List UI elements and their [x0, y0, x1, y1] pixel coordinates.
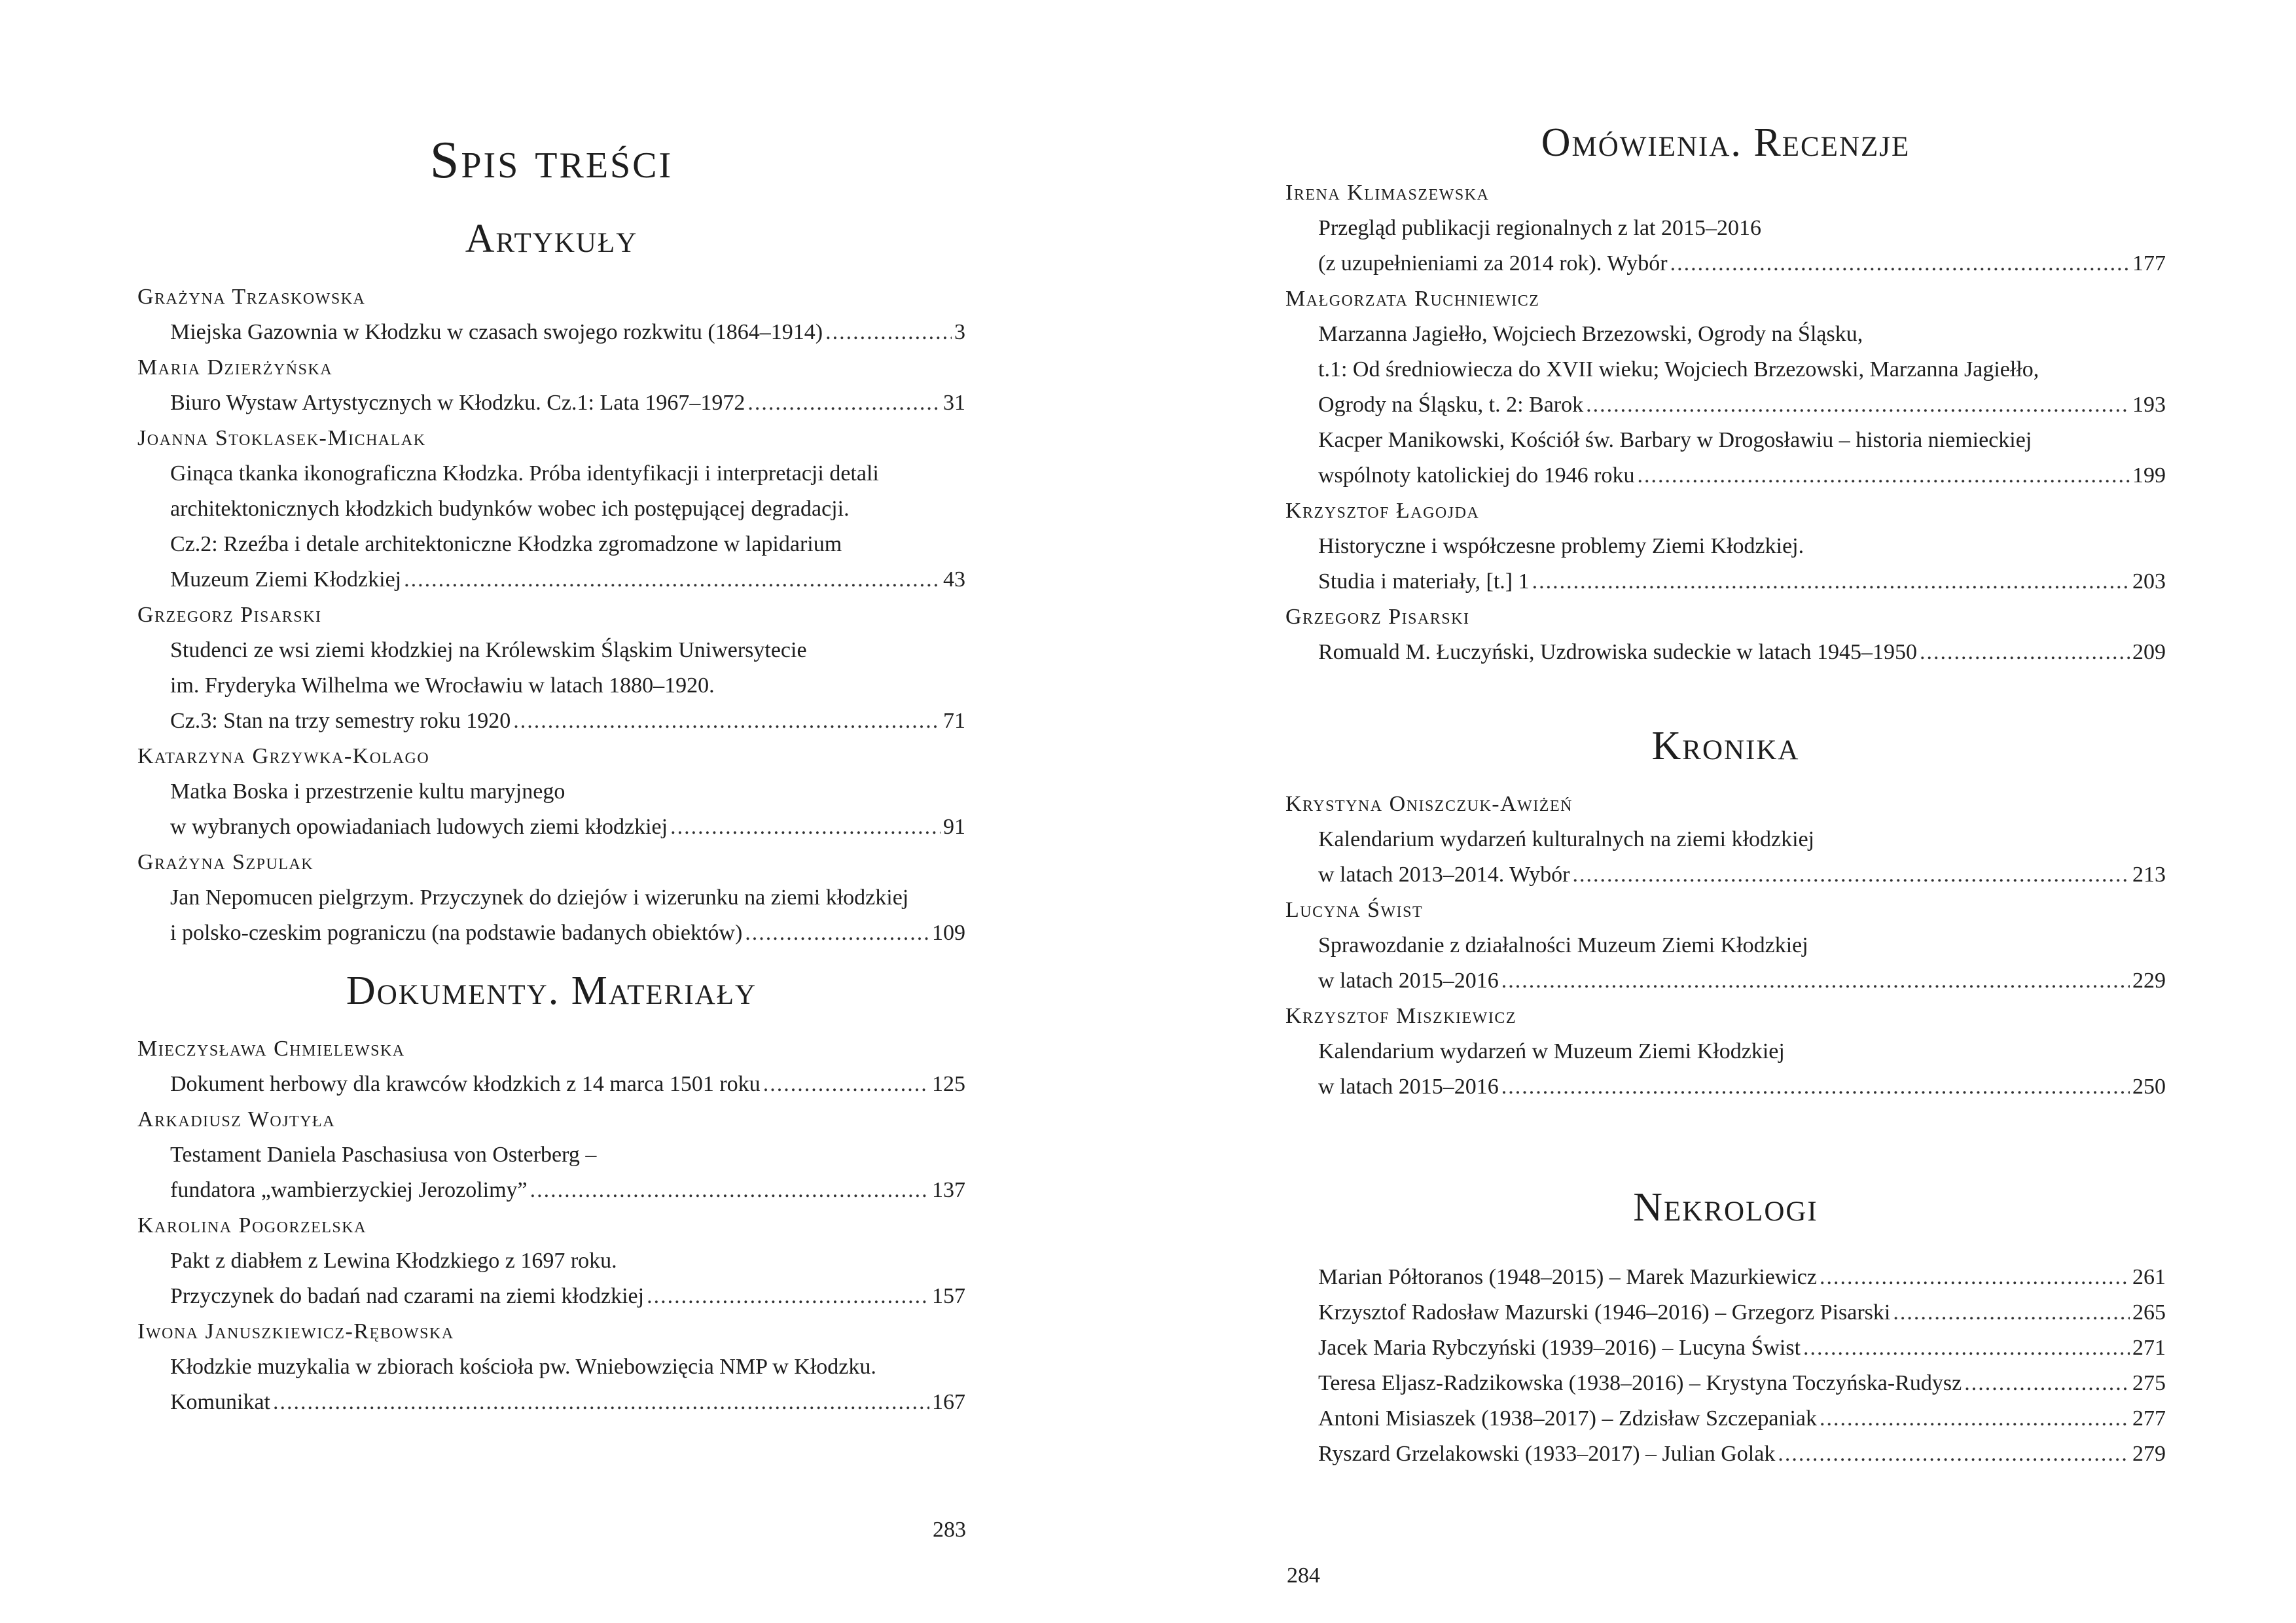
entry-author: Mieczysława Chmielewska — [137, 1037, 405, 1061]
entry-title-line-with-page — [1285, 387, 2166, 423]
entry-title-line-with-page — [137, 385, 965, 421]
entry-title-line: Marzanna Jagiełło, Wojciech Brzezowski, Ogrody na Śląsku, — [1318, 322, 1863, 346]
dot-leader — [647, 1279, 929, 1314]
entry-page-number: 43 — [943, 567, 965, 592]
entry-page-number: 275 — [2132, 1371, 2166, 1395]
entry-page-number: 91 — [943, 815, 965, 839]
entry-title-line: architektonicznych kłodzkich budynków wobec ich postępującej degradacji. — [170, 497, 850, 521]
page-title: Spis treści — [429, 132, 673, 189]
dot-leader — [1638, 458, 2130, 493]
entry-title-line-with-page — [137, 1279, 965, 1314]
toc-entry — [1285, 175, 2166, 281]
entry-title-text: Muzeum Ziemi Kłodzkiej — [170, 567, 402, 592]
entry-author: Joanna Stoklasek-Michalak — [137, 426, 426, 450]
toc-entry — [1285, 1366, 2166, 1401]
entry-title-line-with-page — [1285, 857, 2166, 893]
entry-title-line-with-page — [137, 1173, 965, 1208]
entry-author: Grażyna Szpulak — [137, 850, 314, 874]
entry-title-text: Jacek Maria Rybczyński (1939–2016) – Lucyna Świst — [1318, 1336, 1801, 1360]
entry-author: Maria Dzierżyńska — [137, 355, 333, 380]
entry-title-line-with-page — [1285, 1069, 2166, 1105]
section-heading: Artykuły — [465, 217, 638, 261]
toc-entry — [137, 597, 965, 739]
entry-title-line: Cz.2: Rzeźba i detale architektoniczne Kłodzka zgromadzone w lapidarium — [170, 532, 842, 556]
dot-leader — [1501, 963, 2130, 999]
dot-leader — [1501, 1069, 2130, 1105]
entry-title-text: (z uzupełnieniami za 2014 rok). Wybór — [1318, 251, 1668, 276]
entry-page-number: 199 — [2132, 463, 2166, 488]
entry-title-line: Studenci ze wsi ziemi kłodzkiej na Królewskim Śląskim Uniwersytecie — [170, 638, 807, 662]
section-heading: Omówienia. Recenzje — [1541, 120, 1910, 165]
entry-page-number: 229 — [2132, 969, 2166, 993]
section-heading: Nekrologi — [1633, 1185, 1818, 1230]
dot-leader — [763, 1067, 929, 1102]
entry-title-line: Pakt z diabłem z Lewina Kłodzkiego z 1697 roku. — [170, 1249, 617, 1273]
dot-leader — [1670, 246, 2130, 281]
entry-title-line-with-page — [1285, 1295, 2166, 1330]
entry-title-line: Kłodzkie muzykalia w zbiorach kościoła pw. Wniebowzięcia NMP w Kłodzku. — [170, 1355, 876, 1379]
dot-leader — [1586, 387, 2130, 423]
dot-leader — [825, 315, 952, 350]
entry-author: Lucyna Świst — [1285, 898, 1424, 922]
entry-title-line-with-page — [137, 1067, 965, 1102]
entry-title-text: Przyczynek do badań nad czarami na ziemi kłodzkiej — [170, 1284, 645, 1308]
entry-page-number: 71 — [943, 709, 965, 733]
toc-entry — [1285, 423, 2166, 493]
entry-title-text: Dokument herbowy dla krawców kłodzkich z 14 marca 1501 roku — [170, 1072, 761, 1096]
entry-title-text: Biuro Wystaw Artystycznych w Kłodzku. Cz.1: Lata 1967–1972 — [170, 391, 745, 415]
entry-title-text: Marian Półtoranos (1948–2015) – Marek Mazurkiewicz — [1318, 1265, 1817, 1289]
entry-title-line: im. Fryderyka Wilhelma we Wrocławiu w latach 1880–1920. — [170, 673, 715, 698]
dot-leader — [1532, 564, 2130, 599]
entry-author: Irena Klimaszewska — [1285, 181, 1490, 205]
entry-title-line-with-page — [137, 562, 965, 597]
entry-title-text: Krzysztof Radosław Mazurski (1946–2016) – Grzegorz Pisarski — [1318, 1300, 1891, 1325]
toc-entry — [137, 1102, 965, 1208]
entry-page-number: 279 — [2132, 1442, 2166, 1466]
entry-title-line: Historyczne i współczesne problemy Ziemi Kłodzkiej. — [1318, 534, 1804, 558]
entry-title-text: w wybranych opowiadaniach ludowych ziemi kłodzkiej — [170, 815, 668, 839]
right-page — [1148, 0, 2296, 1623]
entry-page-number: 125 — [932, 1072, 965, 1096]
entry-title-text: Antoni Misiaszek (1938–2017) – Zdzisław Szczepaniak — [1318, 1406, 1817, 1431]
dot-leader — [1803, 1330, 2130, 1366]
entry-title-text: Miejska Gazownia w Kłodzku w czasach swojego rozkwitu (1864–1914) — [170, 320, 823, 344]
dot-leader — [670, 810, 941, 845]
entry-title-line-with-page — [1285, 1366, 2166, 1401]
entry-page-number: 137 — [932, 1178, 965, 1202]
entry-title-line: t.1: Od średniowiecza do XVII wieku; Wojciech Brzezowski, Marzanna Jagiełło, — [1318, 357, 2039, 382]
toc-entry — [137, 845, 965, 951]
toc-entry — [137, 350, 965, 421]
entry-page-number: 209 — [2132, 640, 2166, 664]
dot-leader — [745, 916, 929, 951]
dot-leader — [530, 1173, 929, 1208]
toc-entry — [1285, 1401, 2166, 1436]
dot-leader — [513, 704, 941, 739]
entry-title-text: wspólnoty katolickiej do 1946 roku — [1318, 463, 1635, 488]
section-artykuly — [137, 213, 965, 951]
toc-entry — [1285, 893, 2166, 999]
page-number: 284 — [1287, 1563, 1320, 1588]
entry-title-line: Testament Daniela Paschasiusa von Osterberg – — [170, 1143, 597, 1167]
entry-title-line: Przegląd publikacji regionalnych z lat 2015–2016 — [1318, 216, 1761, 240]
entry-page-number: 193 — [2132, 393, 2166, 417]
dot-leader — [404, 562, 941, 597]
entry-title-line-with-page — [137, 704, 965, 739]
entry-title-line-with-page — [1285, 1401, 2166, 1436]
entry-title-text: Ryszard Grzelakowski (1933–2017) – Julian Golak — [1318, 1442, 1776, 1466]
entry-title-line: Sprawozdanie z działalności Muzeum Ziemi Kłodzkiej — [1318, 933, 1808, 957]
entry-author: Arkadiusz Wojtyła — [137, 1107, 336, 1132]
entry-title-text: Cz.3: Stan na trzy semestry roku 1920 — [170, 709, 511, 733]
entry-title-line: Ginąca tkanka ikonograficzna Kłodzka. Próba identyfikacji i interpretacji detali — [170, 461, 879, 486]
entry-title-line-with-page — [1285, 246, 2166, 281]
section-dokumenty-materialy — [137, 965, 965, 1420]
entry-page-number: 203 — [2132, 569, 2166, 594]
page-number: 283 — [933, 1518, 966, 1542]
entry-author: Grażyna Trzaskowska — [137, 285, 366, 309]
toc-entry — [1285, 1436, 2166, 1472]
entry-author: Małgorzata Ruchniewicz — [1285, 287, 1540, 311]
entry-title-text: Ogrody na Śląsku, t. 2: Barok — [1318, 393, 1584, 417]
section-nekrologi — [1285, 1181, 2166, 1472]
entry-title-line-with-page — [1285, 458, 2166, 493]
entry-title-text: Teresa Eljasz-Radzikowska (1938–2016) – Krystyna Toczyńska-Rudysz — [1318, 1371, 1962, 1395]
entry-author: Grzegorz Pisarski — [1285, 605, 1470, 629]
section-heading: Kronika — [1651, 724, 1800, 768]
entry-title-text: Komunikat — [170, 1390, 270, 1414]
toc-entry — [137, 739, 965, 845]
entry-page-number: 261 — [2132, 1265, 2166, 1289]
entry-page-number: 167 — [932, 1390, 965, 1414]
entry-title-line-with-page — [1285, 1436, 2166, 1472]
entry-page-number: 250 — [2132, 1075, 2166, 1099]
entry-title-line: Kalendarium wydarzeń kulturalnych na ziemi kłodzkiej — [1318, 827, 1815, 851]
section-omowienia-recenzje — [1285, 116, 2166, 670]
entry-title-line-with-page — [1285, 564, 2166, 599]
toc-entry — [137, 421, 965, 597]
entry-author: Krystyna Oniszczuk-Awiżeń — [1285, 792, 1573, 816]
entry-title-text: fundatora „wambierzyckiej Jerozolimy” — [170, 1178, 528, 1202]
entry-title-line-with-page — [1285, 1260, 2166, 1295]
dot-leader — [1572, 857, 2130, 893]
entry-title-text: Studia i materiały, [t.] 1 — [1318, 569, 1530, 594]
entry-title-text: i polsko-czeskim pograniczu (na podstawie badanych obiektów) — [170, 921, 743, 945]
toc-entry — [137, 1031, 965, 1102]
entry-title-line-with-page — [1285, 1330, 2166, 1366]
entry-title-line-with-page — [1285, 635, 2166, 670]
entry-page-number: 265 — [2132, 1300, 2166, 1325]
entry-author: Grzegorz Pisarski — [137, 603, 322, 627]
dot-leader — [1920, 635, 2130, 670]
entry-title-line-with-page — [137, 1385, 965, 1420]
entry-page-number: 277 — [2132, 1406, 2166, 1431]
entry-title-line: Kalendarium wydarzeń w Muzeum Ziemi Kłodzkiej — [1318, 1039, 1785, 1063]
toc-entry — [137, 1208, 965, 1314]
toc-entry — [1285, 1260, 2166, 1295]
dot-leader — [747, 385, 941, 421]
toc-entry — [1285, 1295, 2166, 1330]
entry-title-line-with-page — [137, 810, 965, 845]
toc-entry — [1285, 787, 2166, 893]
dot-leader — [1893, 1295, 2130, 1330]
entry-author: Krzysztof Łagojda — [1285, 499, 1480, 523]
dot-leader — [273, 1385, 929, 1420]
entry-page-number: 109 — [932, 921, 965, 945]
entry-author: Krzysztof Miszkiewicz — [1285, 1004, 1516, 1028]
entry-page-number: 157 — [932, 1284, 965, 1308]
entry-title-text: w latach 2015–2016 — [1318, 969, 1499, 993]
entry-title-text: Romuald M. Łuczyński, Uzdrowiska sudeckie w latach 1945–1950 — [1318, 640, 1917, 664]
dot-leader — [1778, 1436, 2130, 1472]
entry-author: Katarzyna Grzywka-Kolago — [137, 744, 430, 768]
toc-entry — [1285, 493, 2166, 599]
entry-title-line-with-page — [1285, 963, 2166, 999]
toc-entry — [1285, 999, 2166, 1105]
entry-page-number: 177 — [2132, 251, 2166, 276]
entry-title-line: Kacper Manikowski, Kościół św. Barbary w Drogosławiu – historia niemieckiej — [1318, 428, 2032, 452]
entry-title-line-with-page — [137, 315, 965, 350]
dot-leader — [1820, 1401, 2130, 1436]
dot-leader — [1964, 1366, 2130, 1401]
toc-entry — [137, 279, 965, 350]
entry-author: Iwona Januszkiewicz-Rębowska — [137, 1319, 454, 1344]
section-kronika — [1285, 720, 2166, 1105]
toc-entry — [1285, 1330, 2166, 1366]
entry-page-number: 3 — [954, 320, 965, 344]
toc-entry — [1285, 599, 2166, 670]
toc-entry — [1285, 281, 2166, 423]
toc-entry — [137, 1314, 965, 1420]
entry-title-line-with-page — [137, 916, 965, 951]
entry-author: Karolina Pogorzelska — [137, 1213, 367, 1238]
dot-leader — [1820, 1260, 2130, 1295]
entry-page-number: 271 — [2132, 1336, 2166, 1360]
entry-title-text: w latach 2013–2014. Wybór — [1318, 863, 1570, 887]
entry-title-text: w latach 2015–2016 — [1318, 1075, 1499, 1099]
entry-title-line: Jan Nepomucen pielgrzym. Przyczynek do dziejów i wizerunku na ziemi kłodzkiej — [170, 885, 909, 910]
entry-title-line: Matka Boska i przestrzenie kultu maryjnego — [170, 779, 565, 804]
entry-page-number: 31 — [943, 391, 965, 415]
section-heading: Dokumenty. Materiały — [346, 969, 757, 1013]
entry-page-number: 213 — [2132, 863, 2166, 887]
